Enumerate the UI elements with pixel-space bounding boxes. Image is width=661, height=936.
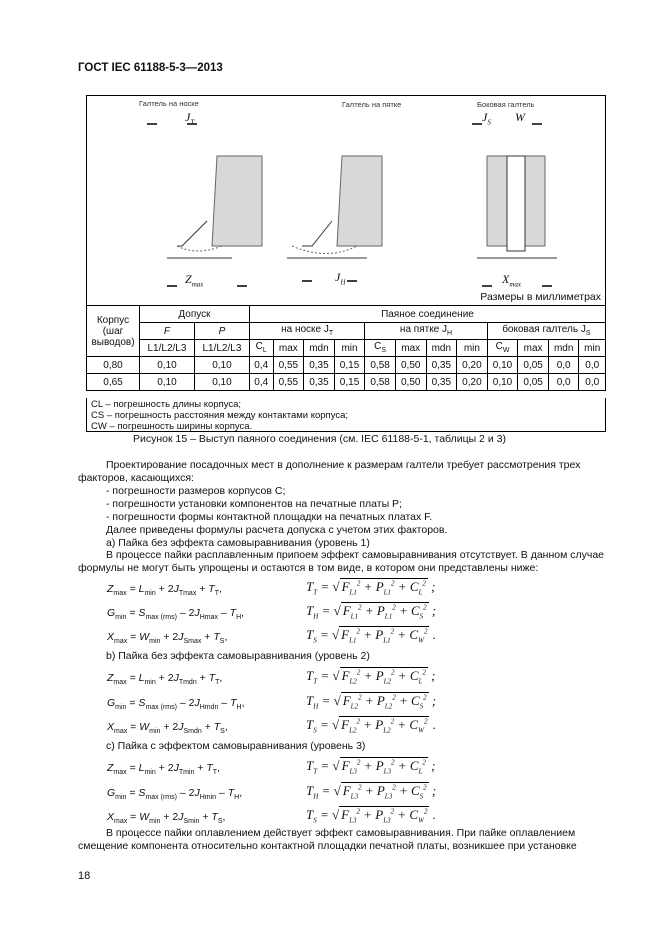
f-header: F: [140, 323, 195, 340]
bullet-1: - погрешности размеров корпусов C;: [106, 485, 286, 497]
heel-min: min: [457, 340, 488, 357]
section-c: c) Пайка с эффектом самовыравнивания (уровень 3): [106, 740, 366, 752]
formula-z2: $Z_{max} = L_{min} + 2J_{Tmdn} + T_T$,: [107, 672, 223, 687]
tolerance-table: [86, 305, 606, 391]
formula-tt3: $T_T$ = √ $F_{L3}^2 + P_{L3}^2 + C_L^2$ ;: [306, 758, 436, 776]
table-cell: 0,10: [487, 357, 518, 374]
table-cell: 0,10: [194, 374, 249, 391]
formula-x1: $X_{max} = W_{min} + 2J_{Smax} + T_S$,: [107, 631, 228, 646]
formula-ts3: $T_S$ = √ $F_{L3}^2 + P_{L3}^2 + C_W^2$ .: [306, 807, 436, 825]
side-min: min: [579, 340, 606, 357]
table-cell: 0,80: [87, 357, 140, 374]
table-cell: 0,35: [304, 357, 335, 374]
p-header: P: [194, 323, 249, 340]
table-cell: 0,35: [426, 357, 457, 374]
formula-z3: $Z_{max} = L_{min} + 2J_{Tmin} + T_T$,: [107, 762, 220, 777]
formula-tt2: $T_T$ = √ $F_{L2}^2 + P_{L2}^2 + C_L^2$ ;: [306, 668, 436, 686]
table-cell: 0,10: [140, 374, 195, 391]
table-cell: 0,0: [579, 357, 606, 374]
table-cell: 0,55: [273, 357, 304, 374]
side-fillet-label: Боковая галтель: [477, 100, 535, 109]
jh-symbol: $J_H$: [335, 270, 346, 287]
toe-mdn: mdn: [304, 340, 335, 357]
figure-caption: Рисунок 15 – Выступ паяного соединения (см. IEC 61188-5-1, таблицы 2 и 3): [133, 433, 506, 445]
xmax-symbol: $X_{max}$: [502, 272, 522, 289]
formula-ts2: $T_S$ = √ $F_{L2}^2 + P_{L2}^2 + C_W^2$ .: [306, 717, 436, 735]
toe-max: max: [273, 340, 304, 357]
toe-fillet-label: Галтель на носке: [139, 99, 199, 108]
table-cell: 0,10: [194, 357, 249, 374]
table-cell: 0,35: [304, 374, 335, 391]
table-cell: 0,58: [365, 374, 396, 391]
units-note: Размеры в миллиметрах: [480, 291, 601, 303]
w-symbol: W: [515, 110, 525, 124]
zmax-symbol: $Z_{max}$: [185, 272, 204, 289]
formula-th1: $T_H$ = √ $F_{L1}^2 + P_{L1}^2 + C_S^2$ ;: [306, 603, 437, 621]
formula-g2: $G_{min} = S_{max (rms)} - 2J_{Hmdn} - T_H$,: [107, 697, 245, 712]
paragraph-4: В процессе пайки оплавлением действует эффект самовыравнивания. При пайке оплавлением смещение компонента относительно контактной площадки печатной платы, возникшее при установке: [78, 827, 577, 852]
corpus-header: Корпус (шаг выводов): [87, 306, 140, 357]
solder-header: Паяное соединение: [249, 306, 605, 323]
note-cl: CL – погрешность длины корпуса;: [91, 399, 242, 410]
tolerance-header: Допуск: [140, 306, 250, 323]
heel-header: на пятке $J_H$: [365, 323, 487, 340]
toe-header: на носке $J_T$: [249, 323, 364, 340]
heel-max: max: [395, 340, 426, 357]
table-cell: 0,0: [548, 357, 579, 374]
cl-header: $C_L$: [249, 340, 273, 357]
side-header: боковая галтель $J_S$: [487, 323, 605, 340]
table-cell: 0,4: [249, 357, 273, 374]
page-number: 18: [78, 870, 91, 882]
heel-mdn: mdn: [426, 340, 457, 357]
paragraph-3: В процессе пайки расплавленным припоем эффект самовыравнивания отсутствует. В данном случае формулы не могут быть упрощены и остаются в том виде, в котором они представлены ниже:: [78, 549, 605, 574]
formula-x3: $X_{max} = W_{min} + 2J_{Smin} + T_S$,: [107, 811, 226, 826]
bullet-2: - погрешности установки компонентов на печатные платы P;: [106, 498, 402, 510]
js-symbol: $J_S$: [482, 110, 491, 127]
table-cell: 0,05: [518, 357, 549, 374]
formula-ts1: $T_S$ = √ $F_{L1}^2 + P_{L1}^2 + C_W^2$ .: [306, 627, 436, 645]
side-max: max: [518, 340, 549, 357]
side-mdn: mdn: [548, 340, 579, 357]
table-notes: [86, 398, 606, 432]
f-lcol: L1/L2/L3: [140, 340, 195, 357]
table-cell: 0,58: [365, 357, 396, 374]
toe-symbol: $J_T$: [185, 110, 195, 127]
note-cs: CS – погрешность расстояния между контактами корпуса;: [91, 410, 349, 421]
table-cell: 0,0: [548, 374, 579, 391]
table-cell: 0,55: [273, 374, 304, 391]
formula-th2: $T_H$ = √ $F_{L2}^2 + P_{L2}^2 + C_S^2$ ;: [306, 693, 437, 711]
toe-min: min: [334, 340, 365, 357]
table-cell: 0,0: [579, 374, 606, 391]
section-a: а) Пайка без эффекта самовыравнивания (уровень 1): [106, 537, 370, 549]
document-header: ГОСТ IEC 61188-5-3—2013: [78, 62, 223, 74]
table-cell: 0,15: [334, 357, 365, 374]
bullet-3: - погрешности формы контактной площадки на печатных платах F.: [106, 511, 433, 523]
table-cell: 0,10: [140, 357, 195, 374]
table-cell: 0,20: [457, 374, 488, 391]
formula-g1: $G_{min} = S_{max (rms)} - 2J_{Hmax} - T_H$,: [107, 607, 245, 622]
table-cell: 0,10: [487, 374, 518, 391]
heel-fillet-label: Галтель на пятке: [342, 100, 402, 109]
formula-tt1: $T_T$ = √ $F_{L1}^2 + P_{L1}^2 + C_L^2$ ;: [306, 579, 436, 597]
table-cell: 0,50: [395, 374, 426, 391]
formula-z1: $Z_{max} = L_{min} + 2J_{Tmax} + T_T$,: [107, 583, 222, 598]
table-cell: 0,05: [518, 374, 549, 391]
section-b: b) Пайка без эффекта самовыравнивания (уровень 2): [106, 650, 370, 662]
note-cw: CW – погрешность ширины корпуса.: [91, 421, 253, 432]
table-cell: 0,15: [334, 374, 365, 391]
table-cell: 0,4: [249, 374, 273, 391]
table-cell: 0,65: [87, 374, 140, 391]
cw-header: $C_W$: [487, 340, 518, 357]
formula-x2: $X_{max} = W_{min} + 2J_{Smdn} + T_S$,: [107, 721, 228, 736]
table-cell: 0,35: [426, 374, 457, 391]
paragraph-2: Далее приведены формулы расчета допуска с учетом этих факторов.: [106, 524, 448, 536]
table-cell: 0,50: [395, 357, 426, 374]
table-cell: 0,20: [457, 357, 488, 374]
solder-joint-figure: [86, 95, 606, 305]
p-lcol: L1/L2/L3: [194, 340, 249, 357]
formula-g3: $G_{min} = S_{max (rms)} - 2J_{Hmin} - T_H$,: [107, 787, 243, 802]
cs-header: $C_S$: [365, 340, 396, 357]
formula-th3: $T_H$ = √ $F_{L3}^2 + P_{L3}^2 + C_S^2$ ;: [306, 783, 437, 801]
table-row: [87, 374, 606, 391]
paragraph-1: Проектирование посадочных мест в дополнение к размерам галтели требует рассмотрения трех факторов, касающихся:: [78, 459, 581, 484]
solder-joint-drawing: [87, 96, 607, 306]
table-row: [87, 357, 606, 374]
